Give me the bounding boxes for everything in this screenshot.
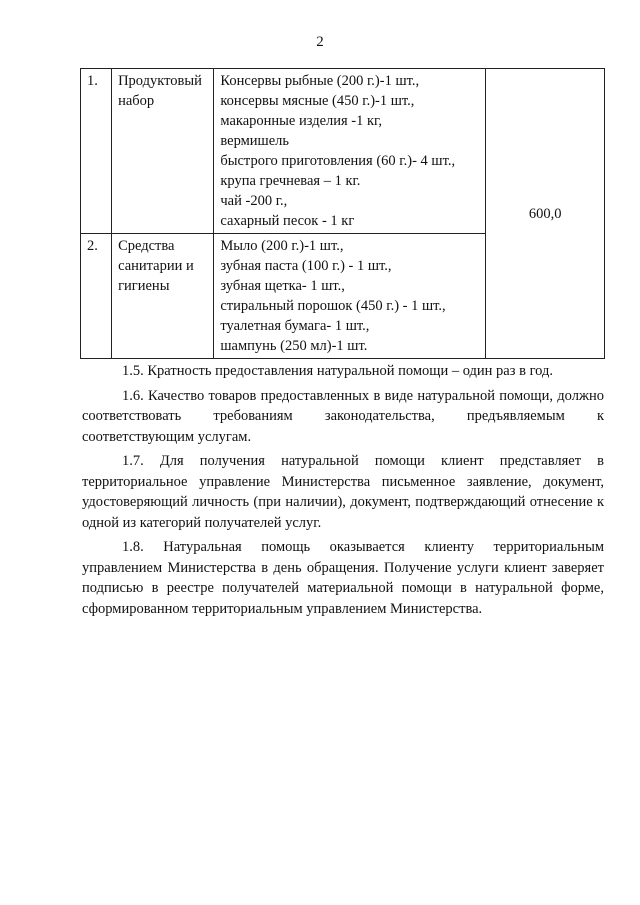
paragraph-1-8: 1.8. Натуральная помощь оказывается клиенту территориальным управлением Министерства в день обращения. Получение услуги клиент заверяет подписью в реестре получателей материальной помощи в натуральной форме, сформированном территориальным управлением Министерства.: [82, 539, 604, 617]
item-line: Мыло (200 г.)-1 шт.,: [220, 238, 344, 254]
item-line: зубная щетка- 1 шт.,: [220, 278, 345, 294]
aid-items-table: [80, 68, 605, 359]
row-category: [112, 69, 214, 234]
item-line: консервы мясные (450 г.)-1 шт.,: [220, 93, 415, 109]
paragraph-1-7: 1.7. Для получения натуральной помощи клиент представляет в территориальное управление Министерства письменное заявление, документ, удостоверяющий личность (при наличии), документ, подтверждающий отнесение к одной из категорий получателей услуг.: [82, 453, 604, 531]
item-line: быстрого приготовления (60 г.)- 4 шт.,: [220, 153, 456, 169]
category-line: санитарии и: [118, 258, 194, 274]
item-line: шампунь (250 мл)-1 шт.: [220, 338, 368, 354]
paragraph-1-6: 1.6. Качество товаров предоставленных в виде натуральной помощи, должно соответствовать требованиям законодательства, предъявляемым к соответствующим услугам.: [82, 387, 604, 445]
paragraph-1-5: 1.5. Кратность предоставления натуральной помощи – один раз в год.: [122, 363, 553, 379]
row-category: [112, 234, 214, 359]
item-line: сахарный песок - 1 кг: [220, 213, 355, 229]
item-line: макаронные изделия -1 кг,: [220, 113, 382, 129]
item-line: крупа гречневая – 1 кг.: [220, 173, 361, 189]
item-line: туалетная бумага- 1 шт.,: [220, 318, 370, 334]
category-line: набор: [118, 93, 155, 109]
row-items: [214, 69, 486, 234]
row-number: 2.: [81, 234, 112, 359]
total-price: 600,0: [486, 69, 605, 359]
item-line: зубная паста (100 г.) - 1 шт.,: [220, 258, 392, 274]
item-line: Консервы рыбные (200 г.)-1 шт.,: [220, 73, 420, 89]
item-line: чай -200 г.,: [220, 193, 288, 209]
item-line: стиральный порошок (450 г.) - 1 шт.,: [220, 298, 446, 314]
category-line: Продуктовый: [118, 73, 202, 89]
page-number: 2: [316, 34, 324, 50]
row-items: [214, 234, 486, 359]
item-line: вермишель: [220, 133, 289, 149]
category-line: Средства: [118, 238, 175, 254]
table-row: [81, 69, 605, 234]
category-line: гигиены: [118, 278, 170, 294]
row-number: 1.: [81, 69, 112, 234]
body-text: [82, 361, 604, 623]
